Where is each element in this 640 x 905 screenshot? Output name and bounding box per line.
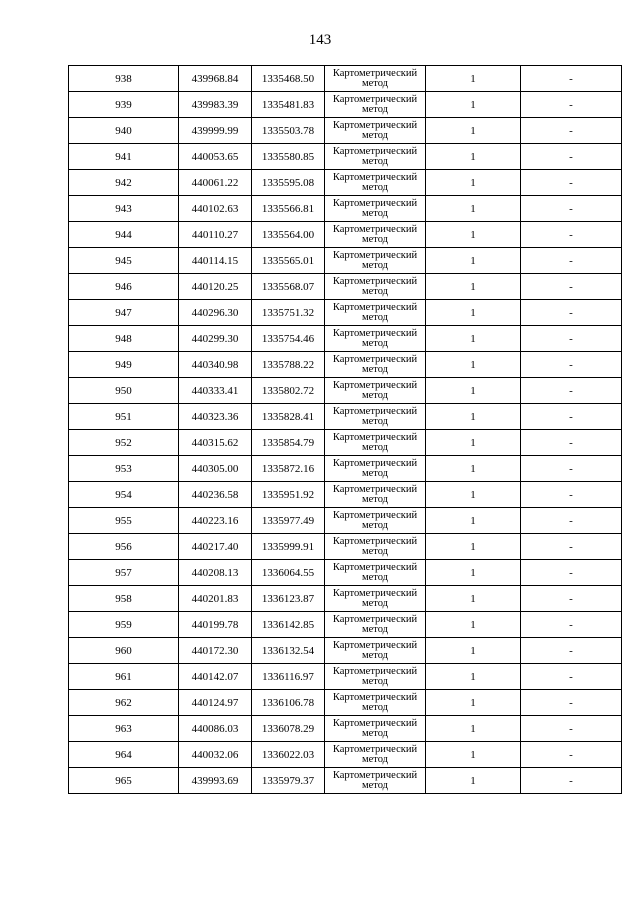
count-cell: 1 xyxy=(426,300,521,326)
count-cell: 1 xyxy=(426,716,521,742)
method-cell: Картометрический метод xyxy=(325,716,426,742)
method-cell: Картометрический метод xyxy=(325,456,426,482)
note-cell: - xyxy=(521,274,622,300)
table-row xyxy=(69,92,622,118)
note-cell: - xyxy=(521,586,622,612)
method-cell: Картометрический метод xyxy=(325,196,426,222)
y-coordinate-cell: 1336132.54 xyxy=(252,638,325,664)
table-row xyxy=(69,300,622,326)
x-coordinate-cell: 439999.99 xyxy=(179,118,252,144)
count-cell: 1 xyxy=(426,196,521,222)
x-coordinate-cell: 440217.40 xyxy=(179,534,252,560)
x-coordinate-cell: 439983.39 xyxy=(179,92,252,118)
table-row xyxy=(69,326,622,352)
table-row xyxy=(69,508,622,534)
point-number-cell: 963 xyxy=(69,716,179,742)
point-number-cell: 955 xyxy=(69,508,179,534)
y-coordinate-cell: 1335580.85 xyxy=(252,144,325,170)
x-coordinate-cell: 440110.27 xyxy=(179,222,252,248)
point-number-cell: 952 xyxy=(69,430,179,456)
point-number-cell: 943 xyxy=(69,196,179,222)
y-coordinate-cell: 1335802.72 xyxy=(252,378,325,404)
note-cell: - xyxy=(521,92,622,118)
point-number-cell: 939 xyxy=(69,92,179,118)
point-number-cell: 944 xyxy=(69,222,179,248)
method-cell: Картометрический метод xyxy=(325,326,426,352)
point-number-cell: 938 xyxy=(69,66,179,92)
table-row xyxy=(69,248,622,274)
y-coordinate-cell: 1335951.92 xyxy=(252,482,325,508)
method-cell: Картометрический метод xyxy=(325,170,426,196)
x-coordinate-cell: 440208.13 xyxy=(179,560,252,586)
y-coordinate-cell: 1336116.97 xyxy=(252,664,325,690)
y-coordinate-cell: 1335481.83 xyxy=(252,92,325,118)
y-coordinate-cell: 1336142.85 xyxy=(252,612,325,638)
method-cell: Картометрический метод xyxy=(325,92,426,118)
note-cell: - xyxy=(521,716,622,742)
method-cell: Картометрический метод xyxy=(325,534,426,560)
count-cell: 1 xyxy=(426,612,521,638)
y-coordinate-cell: 1335503.78 xyxy=(252,118,325,144)
count-cell: 1 xyxy=(426,92,521,118)
method-cell: Картометрический метод xyxy=(325,664,426,690)
x-coordinate-cell: 440299.30 xyxy=(179,326,252,352)
x-coordinate-cell: 440323.36 xyxy=(179,404,252,430)
y-coordinate-cell: 1336078.29 xyxy=(252,716,325,742)
table-row xyxy=(69,534,622,560)
count-cell: 1 xyxy=(426,456,521,482)
count-cell: 1 xyxy=(426,560,521,586)
point-number-cell: 962 xyxy=(69,690,179,716)
note-cell: - xyxy=(521,690,622,716)
table-row xyxy=(69,144,622,170)
table-row xyxy=(69,170,622,196)
x-coordinate-cell: 440032.06 xyxy=(179,742,252,768)
x-coordinate-cell: 440199.78 xyxy=(179,612,252,638)
x-coordinate-cell: 440102.63 xyxy=(179,196,252,222)
point-number-cell: 965 xyxy=(69,768,179,794)
table-row xyxy=(69,66,622,92)
point-number-cell: 953 xyxy=(69,456,179,482)
method-cell: Картометрический метод xyxy=(325,118,426,144)
method-cell: Картометрический метод xyxy=(325,508,426,534)
count-cell: 1 xyxy=(426,482,521,508)
table-row xyxy=(69,118,622,144)
note-cell: - xyxy=(521,768,622,794)
y-coordinate-cell: 1335854.79 xyxy=(252,430,325,456)
x-coordinate-cell: 440124.97 xyxy=(179,690,252,716)
table-row xyxy=(69,222,622,248)
table-row xyxy=(69,456,622,482)
note-cell: - xyxy=(521,482,622,508)
x-coordinate-cell: 440305.00 xyxy=(179,456,252,482)
note-cell: - xyxy=(521,196,622,222)
table-row xyxy=(69,664,622,690)
note-cell: - xyxy=(521,560,622,586)
x-coordinate-cell: 439968.84 xyxy=(179,66,252,92)
note-cell: - xyxy=(521,300,622,326)
table-row xyxy=(69,196,622,222)
table-row xyxy=(69,742,622,768)
point-number-cell: 960 xyxy=(69,638,179,664)
note-cell: - xyxy=(521,118,622,144)
count-cell: 1 xyxy=(426,586,521,612)
count-cell: 1 xyxy=(426,144,521,170)
x-coordinate-cell: 440236.58 xyxy=(179,482,252,508)
point-number-cell: 941 xyxy=(69,144,179,170)
y-coordinate-cell: 1335872.16 xyxy=(252,456,325,482)
x-coordinate-cell: 440172.30 xyxy=(179,638,252,664)
table-row xyxy=(69,586,622,612)
table-row xyxy=(69,482,622,508)
y-coordinate-cell: 1335595.08 xyxy=(252,170,325,196)
count-cell: 1 xyxy=(426,768,521,794)
note-cell: - xyxy=(521,66,622,92)
y-coordinate-cell: 1335751.32 xyxy=(252,300,325,326)
x-coordinate-cell: 440061.22 xyxy=(179,170,252,196)
y-coordinate-cell: 1335468.50 xyxy=(252,66,325,92)
count-cell: 1 xyxy=(426,378,521,404)
table-row xyxy=(69,560,622,586)
note-cell: - xyxy=(521,508,622,534)
method-cell: Картометрический метод xyxy=(325,768,426,794)
count-cell: 1 xyxy=(426,430,521,456)
point-number-cell: 947 xyxy=(69,300,179,326)
method-cell: Картометрический метод xyxy=(325,612,426,638)
x-coordinate-cell: 439993.69 xyxy=(179,768,252,794)
point-number-cell: 959 xyxy=(69,612,179,638)
method-cell: Картометрический метод xyxy=(325,560,426,586)
x-coordinate-cell: 440201.83 xyxy=(179,586,252,612)
x-coordinate-cell: 440315.62 xyxy=(179,430,252,456)
method-cell: Картометрический метод xyxy=(325,144,426,170)
method-cell: Картометрический метод xyxy=(325,404,426,430)
point-number-cell: 961 xyxy=(69,664,179,690)
y-coordinate-cell: 1335999.91 xyxy=(252,534,325,560)
table-row xyxy=(69,378,622,404)
point-number-cell: 957 xyxy=(69,560,179,586)
method-cell: Картометрический метод xyxy=(325,352,426,378)
note-cell: - xyxy=(521,664,622,690)
point-number-cell: 945 xyxy=(69,248,179,274)
note-cell: - xyxy=(521,612,622,638)
point-number-cell: 964 xyxy=(69,742,179,768)
y-coordinate-cell: 1335754.46 xyxy=(252,326,325,352)
method-cell: Картометрический метод xyxy=(325,742,426,768)
y-coordinate-cell: 1335566.81 xyxy=(252,196,325,222)
method-cell: Картометрический метод xyxy=(325,430,426,456)
y-coordinate-cell: 1336106.78 xyxy=(252,690,325,716)
y-coordinate-cell: 1335564.00 xyxy=(252,222,325,248)
x-coordinate-cell: 440340.98 xyxy=(179,352,252,378)
note-cell: - xyxy=(521,144,622,170)
note-cell: - xyxy=(521,248,622,274)
count-cell: 1 xyxy=(426,690,521,716)
count-cell: 1 xyxy=(426,118,521,144)
note-cell: - xyxy=(521,378,622,404)
table-row xyxy=(69,430,622,456)
y-coordinate-cell: 1335979.37 xyxy=(252,768,325,794)
note-cell: - xyxy=(521,456,622,482)
point-number-cell: 958 xyxy=(69,586,179,612)
x-coordinate-cell: 440086.03 xyxy=(179,716,252,742)
y-coordinate-cell: 1336123.87 xyxy=(252,586,325,612)
y-coordinate-cell: 1335565.01 xyxy=(252,248,325,274)
count-cell: 1 xyxy=(426,508,521,534)
count-cell: 1 xyxy=(426,170,521,196)
method-cell: Картометрический метод xyxy=(325,378,426,404)
method-cell: Картометрический метод xyxy=(325,586,426,612)
point-number-cell: 940 xyxy=(69,118,179,144)
point-number-cell: 950 xyxy=(69,378,179,404)
x-coordinate-cell: 440333.41 xyxy=(179,378,252,404)
table-row xyxy=(69,352,622,378)
note-cell: - xyxy=(521,326,622,352)
count-cell: 1 xyxy=(426,742,521,768)
table-row xyxy=(69,404,622,430)
note-cell: - xyxy=(521,222,622,248)
method-cell: Картометрический метод xyxy=(325,66,426,92)
count-cell: 1 xyxy=(426,222,521,248)
y-coordinate-cell: 1336022.03 xyxy=(252,742,325,768)
table-row xyxy=(69,716,622,742)
method-cell: Картометрический метод xyxy=(325,222,426,248)
method-cell: Картометрический метод xyxy=(325,690,426,716)
point-number-cell: 948 xyxy=(69,326,179,352)
count-cell: 1 xyxy=(426,352,521,378)
y-coordinate-cell: 1335828.41 xyxy=(252,404,325,430)
point-number-cell: 951 xyxy=(69,404,179,430)
x-coordinate-cell: 440296.30 xyxy=(179,300,252,326)
table-row xyxy=(69,274,622,300)
count-cell: 1 xyxy=(426,404,521,430)
x-coordinate-cell: 440120.25 xyxy=(179,274,252,300)
point-number-cell: 949 xyxy=(69,352,179,378)
point-number-cell: 954 xyxy=(69,482,179,508)
note-cell: - xyxy=(521,638,622,664)
count-cell: 1 xyxy=(426,534,521,560)
x-coordinate-cell: 440053.65 xyxy=(179,144,252,170)
table-row xyxy=(69,638,622,664)
x-coordinate-cell: 440142.07 xyxy=(179,664,252,690)
count-cell: 1 xyxy=(426,274,521,300)
point-number-cell: 942 xyxy=(69,170,179,196)
method-cell: Картометрический метод xyxy=(325,274,426,300)
note-cell: - xyxy=(521,534,622,560)
y-coordinate-cell: 1335977.49 xyxy=(252,508,325,534)
table-row xyxy=(69,612,622,638)
table-row xyxy=(69,690,622,716)
point-number-cell: 956 xyxy=(69,534,179,560)
note-cell: - xyxy=(521,170,622,196)
y-coordinate-cell: 1335568.07 xyxy=(252,274,325,300)
count-cell: 1 xyxy=(426,248,521,274)
note-cell: - xyxy=(521,742,622,768)
point-number-cell: 946 xyxy=(69,274,179,300)
page-number: 143 xyxy=(308,32,332,48)
note-cell: - xyxy=(521,430,622,456)
x-coordinate-cell: 440114.15 xyxy=(179,248,252,274)
coordinates-table xyxy=(68,65,622,794)
y-coordinate-cell: 1336064.55 xyxy=(252,560,325,586)
y-coordinate-cell: 1335788.22 xyxy=(252,352,325,378)
count-cell: 1 xyxy=(426,638,521,664)
table-row xyxy=(69,768,622,794)
note-cell: - xyxy=(521,404,622,430)
count-cell: 1 xyxy=(426,664,521,690)
method-cell: Картометрический метод xyxy=(325,482,426,508)
method-cell: Картометрический метод xyxy=(325,638,426,664)
count-cell: 1 xyxy=(426,326,521,352)
method-cell: Картометрический метод xyxy=(325,248,426,274)
coordinates-table-body xyxy=(69,66,622,794)
x-coordinate-cell: 440223.16 xyxy=(179,508,252,534)
count-cell: 1 xyxy=(426,66,521,92)
note-cell: - xyxy=(521,352,622,378)
method-cell: Картометрический метод xyxy=(325,300,426,326)
